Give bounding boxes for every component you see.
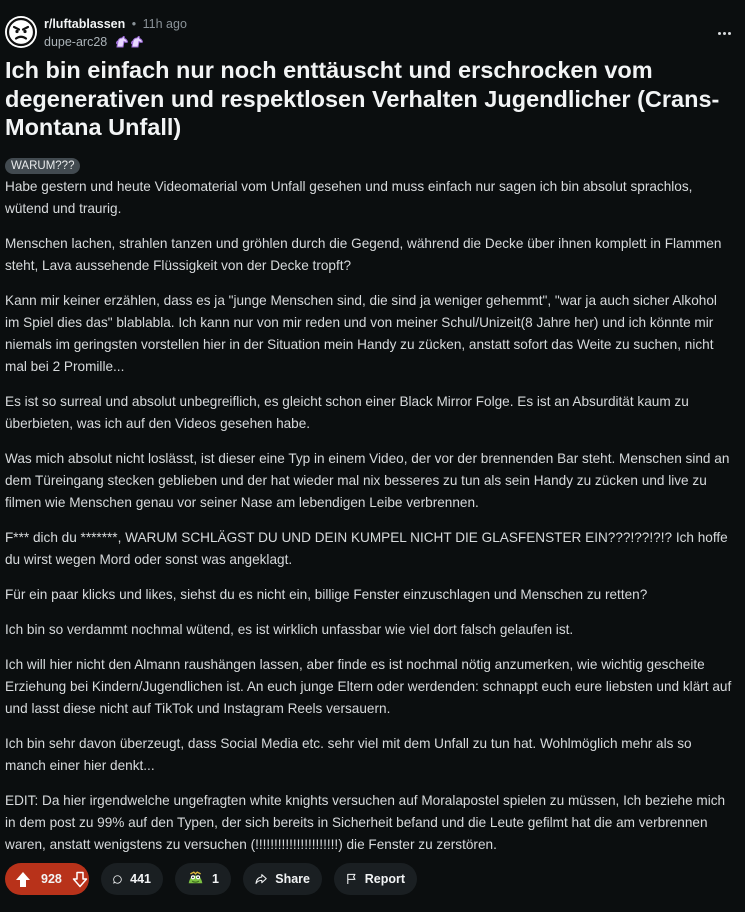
downvote-button[interactable]	[72, 871, 88, 888]
ellipsis-icon	[718, 32, 721, 35]
award-button[interactable]	[175, 863, 231, 895]
vote-control	[5, 863, 89, 895]
post-paragraph: Ich will hier nicht den Almann raushängen lassen, aber finde es ist nochmal nötig anzumerken, wie wichtig gescheite Erziehung bei Kindern/Jugendlichen ist. An euch junge Eltern oder werdenden: schnappt euch eure liebsten und klärt auf und lasst diese nicht auf TikTok und Instagram Reels versauern.	[5, 657, 732, 716]
speech-bubble-icon	[113, 871, 122, 888]
arrow-up-icon	[15, 871, 31, 888]
post-flair[interactable]: WARUM???	[5, 158, 80, 174]
post-paragraph: Menschen lachen, strahlen tanzen und gröhlen durch die Gegend, während die Decke über ihnen komplett in Flammen steht, Lava aussehende Flüssigkeit von der Decke tropft?	[5, 236, 722, 273]
unicorn-icon	[130, 36, 144, 48]
post-paragraph: F*** dich du *******, WARUM SCHLÄGST DU UND DEIN KUMPEL NICHT DIE GLASFENSTER EIN???!??!?!? Ich hoffe du wirst wegen Mord oder sonst was angeklagt.	[5, 530, 728, 567]
comments-button[interactable]	[101, 863, 163, 895]
meta-separator: •	[131, 17, 137, 31]
post-paragraph: Was mich absolut nicht loslässt, ist dieser eine Typ in einem Video, der vor der brennenden Bar steht. Menschen sind an dem Türeingang stecken geblieben und der hat wieder mal nix besseres zu tun als sein Handy zu zücken und live zu filmen wie Menschen genau vor seiner Nase am lebendigen Leibe verbrennen.	[5, 451, 730, 510]
post-paragraph: Kann mir keiner erzählen, dass es ja "junge Menschen sind, die sind ja weniger gehemmt", "war ja auch sicher Alkohol im Spiel dies das" blablabla. Ich kann nur von mir reden und von meiner Schul/Unizeit(8 Jahre her) und ich könnte mir niemals im geringsten vorstellen hier in der Situation mein Handy zu zücken, anstatt sofort das Weite zu suchen, nicht mal bei 2 Promille...	[5, 293, 717, 374]
unicorn-emoji-icons	[115, 36, 144, 48]
unicorn-icon	[115, 36, 129, 48]
ellipsis-icon	[723, 32, 726, 35]
post-meta	[44, 17, 187, 31]
comment-count: 441	[130, 872, 151, 886]
vote-count: 928	[41, 872, 62, 886]
award-count: 1	[212, 872, 219, 886]
author-link[interactable]: dupe-arc28	[44, 35, 108, 49]
post-paragraph: Habe gestern und heute Videomaterial vom Unfall gesehen und muss einfach nur sagen ich bin absolut sprachlos, wütend und traurig.	[5, 179, 693, 216]
upvote-button[interactable]	[15, 871, 31, 888]
report-button[interactable]	[334, 863, 417, 895]
share-label: Share	[275, 872, 310, 886]
flag-icon	[346, 871, 357, 887]
subreddit-link[interactable]: r/luftablassen	[44, 17, 126, 31]
report-label: Report	[364, 872, 405, 886]
subreddit-avatar[interactable]	[5, 16, 37, 48]
share-button[interactable]	[243, 863, 322, 895]
action-bar	[5, 863, 417, 895]
share-arrow-icon	[255, 871, 267, 887]
post-body	[5, 176, 735, 869]
post-paragraph: Für ein paar klicks und likes, siehst du es nicht ein, billige Fenster einzuschlagen und Menschen zu retten?	[5, 587, 648, 602]
post-paragraph: EDIT: Da hier irgendwelche ungefragten white knights versuchen auf Moralapostel spielen zu müssen, Ich beziehe mich in dem post zu 99% auf den Typen, der sich bereits in Sicherheit befand und die Leute gefilmt hat die am verbrennen waren, anstatt wenigstens zu versuchen (!!!!!!!!!!!!!!!!!!!!!!) die Fenster zu zerstören.	[5, 793, 726, 852]
ellipsis-icon	[728, 32, 731, 35]
author-line	[44, 35, 144, 49]
post-title: Ich bin einfach nur noch enttäuscht und erschrocken vom degenerativen und respektlosen Verhalten Jugendlicher (Crans-Montana Unfall)	[5, 57, 720, 140]
post-paragraph: Ich bin so verdammt nochmal wütend, es ist wirklich unfassbar wie viel dort falsch gelaufen ist.	[5, 622, 574, 637]
post-paragraph: Ich bin sehr davon überzeugt, dass Social Media etc. sehr viel mit dem Unfall zu tun hat. Wohlmöglich mehr als so manch einer hier denkt...	[5, 736, 692, 773]
award-icon	[187, 870, 204, 888]
post-paragraph: Es ist so surreal und absolut unbegreiflich, es gleicht schon einer Black Mirror Folge. Es ist an Absurdität kaum zu überbieten, was ich auf den Videos gesehen habe.	[5, 394, 689, 431]
arrow-down-icon	[72, 871, 88, 888]
post-header	[5, 14, 735, 54]
more-options-button[interactable]	[713, 24, 735, 42]
angry-face-icon	[6, 17, 36, 47]
post-time: 11h ago	[142, 17, 187, 31]
